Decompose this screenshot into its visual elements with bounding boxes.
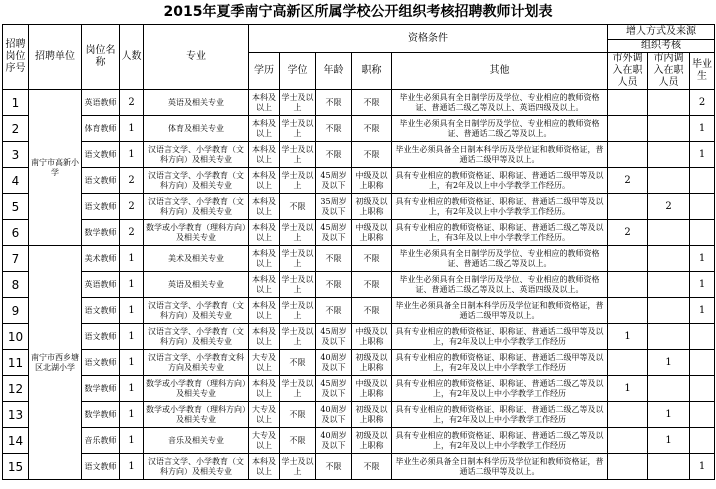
- cell-outside: [608, 194, 648, 220]
- cell-seq: 12: [3, 376, 29, 402]
- cell-education: 本科及以上: [249, 168, 280, 194]
- cell-other: 毕业生必须具有全日制学历及学位、专业相应的教师资格证、普通话二级乙等及以上。: [392, 116, 608, 142]
- cell-graduate: [690, 168, 715, 194]
- table-row: [3, 272, 715, 298]
- cell-rank: 不限: [352, 246, 392, 272]
- table-row: [3, 168, 715, 194]
- cell-count: 1: [120, 116, 144, 142]
- cell-graduate: [690, 194, 715, 220]
- cell-post: 语文教师: [82, 324, 120, 350]
- cell-inside: [648, 168, 690, 194]
- header-seq: 招聘岗位序号: [3, 25, 29, 90]
- cell-seq: 10: [3, 324, 29, 350]
- cell-count: 2: [120, 168, 144, 194]
- cell-major: 数学或小学教育（理科方向）及相关专业: [144, 376, 249, 402]
- cell-rank: 初级及以上职称: [352, 194, 392, 220]
- cell-inside: [648, 246, 690, 272]
- cell-education: 本科及以上: [249, 298, 280, 324]
- cell-degree: 学士及以上: [280, 220, 316, 246]
- cell-outside: [608, 350, 648, 376]
- cell-post: 数学教师: [82, 220, 120, 246]
- cell-post: 数学教师: [82, 376, 120, 402]
- cell-post: 美术教师: [82, 246, 120, 272]
- table-row: [3, 350, 715, 376]
- cell-outside: [608, 90, 648, 116]
- cell-major: 音乐及相关专业: [144, 428, 249, 454]
- cell-post: 语文教师: [82, 298, 120, 324]
- cell-seq: 4: [3, 168, 29, 194]
- cell-age: 40周岁及以下: [316, 350, 352, 376]
- cell-count: 1: [120, 298, 144, 324]
- cell-age: 不限: [316, 272, 352, 298]
- cell-inside: [648, 90, 690, 116]
- cell-degree: 学士及以上: [280, 168, 316, 194]
- cell-inside: [648, 142, 690, 168]
- cell-outside: [608, 454, 648, 480]
- cell-post: 语文教师: [82, 142, 120, 168]
- cell-major: 体育及相关专业: [144, 116, 249, 142]
- header-education: 学历: [249, 53, 280, 90]
- cell-seq: 14: [3, 428, 29, 454]
- cell-seq: 7: [3, 246, 29, 272]
- cell-count: 2: [120, 194, 144, 220]
- cell-graduate: 2: [690, 90, 715, 116]
- table-row: [3, 246, 715, 272]
- table-row: [3, 454, 715, 480]
- cell-outside: [608, 298, 648, 324]
- cell-degree: 不限: [280, 194, 316, 220]
- table-row: [3, 142, 715, 168]
- cell-inside: 1: [648, 402, 690, 428]
- cell-degree: 不限: [280, 428, 316, 454]
- cell-graduate: [690, 428, 715, 454]
- cell-rank: 初级及以上职称: [352, 402, 392, 428]
- cell-age: 不限: [316, 90, 352, 116]
- cell-unit: 南宁市高新小学: [29, 90, 82, 246]
- cell-degree: 学士及以上: [280, 298, 316, 324]
- cell-inside: 2: [648, 194, 690, 220]
- cell-graduate: 1: [690, 272, 715, 298]
- cell-count: 1: [120, 246, 144, 272]
- header-post: 岗位名称: [82, 25, 120, 90]
- cell-rank: 不限: [352, 298, 392, 324]
- cell-other: 具有专业相应的教师资格证、职称证、普通话二级甲等及以上，有2年及以上中小学教学工作经历。: [392, 168, 608, 194]
- cell-other: 毕业生必须具备全日制本科学历及学位证和教师资格证，普通话二级甲等及以上。: [392, 454, 608, 480]
- cell-other: 毕业生必须具有全日制学历及学位、专业相应的教师资格证、普通话二级乙等及以上。: [392, 246, 608, 272]
- cell-rank: 中级及以上职称: [352, 168, 392, 194]
- cell-age: 不限: [316, 142, 352, 168]
- cell-education: 大专及以上: [249, 428, 280, 454]
- cell-inside: [648, 272, 690, 298]
- header-degree: 学位: [280, 53, 316, 90]
- cell-rank: 中级及以上职称: [352, 376, 392, 402]
- recruitment-plan-table: [2, 24, 715, 480]
- cell-age: 不限: [316, 298, 352, 324]
- cell-education: 本科及以上: [249, 324, 280, 350]
- cell-education: 大专及以上: [249, 350, 280, 376]
- cell-major: 汉语言文学、小学教育（文科方向）及相关专业: [144, 298, 249, 324]
- cell-outside: [608, 428, 648, 454]
- cell-degree: 学士及以上: [280, 116, 316, 142]
- cell-degree: 学士及以上: [280, 272, 316, 298]
- cell-seq: 1: [3, 90, 29, 116]
- cell-post: 数学教师: [82, 402, 120, 428]
- cell-graduate: [690, 324, 715, 350]
- cell-education: 本科及以上: [249, 90, 280, 116]
- cell-outside: 2: [608, 220, 648, 246]
- cell-education: 本科及以上: [249, 454, 280, 480]
- cell-inside: [648, 454, 690, 480]
- cell-age: 不限: [316, 454, 352, 480]
- cell-graduate: 1: [690, 298, 715, 324]
- cell-degree: 学士及以上: [280, 376, 316, 402]
- cell-major: 汉语言文学、小学教育（文科方向）及相关专业: [144, 324, 249, 350]
- cell-inside: [648, 220, 690, 246]
- cell-count: 1: [120, 376, 144, 402]
- cell-other: 具有专业相应的教师资格证、职称证、普通话二级甲等及以上，有2年及以上中小学教学工作经历: [392, 324, 608, 350]
- cell-inside: [648, 324, 690, 350]
- cell-age: 35周岁及以下: [316, 194, 352, 220]
- cell-seq: 3: [3, 142, 29, 168]
- cell-rank: 不限: [352, 116, 392, 142]
- cell-post: 语文教师: [82, 350, 120, 376]
- cell-outside: [608, 402, 648, 428]
- cell-major: 英语及相关专业: [144, 272, 249, 298]
- cell-age: 不限: [316, 116, 352, 142]
- cell-graduate: [690, 402, 715, 428]
- header-method: 增人方式及来源: [608, 25, 715, 40]
- cell-graduate: [690, 220, 715, 246]
- table-row: [3, 298, 715, 324]
- cell-other: 具有专业相应的教师资格证、职称证、普通话二级甲等及以上，有2年及以上中小学教学工作经历: [392, 350, 608, 376]
- cell-rank: 不限: [352, 142, 392, 168]
- cell-post: 英语教师: [82, 272, 120, 298]
- cell-inside: [648, 298, 690, 324]
- table-row: [3, 428, 715, 454]
- cell-count: 1: [120, 402, 144, 428]
- cell-other: 毕业生必须具有全日制学历及学位、专业相应的教师资格证、普通话二级乙等及以上、英语四级及以上。: [392, 90, 608, 116]
- cell-count: 1: [120, 324, 144, 350]
- table-row: [3, 116, 715, 142]
- cell-rank: 中级及以上职称: [352, 220, 392, 246]
- cell-count: 1: [120, 454, 144, 480]
- header-title-rank: 职称: [352, 53, 392, 90]
- cell-degree: 学士及以上: [280, 454, 316, 480]
- cell-inside: [648, 376, 690, 402]
- cell-education: 本科及以上: [249, 194, 280, 220]
- cell-education: 本科及以上: [249, 142, 280, 168]
- header-qualifications: 资格条件: [249, 25, 608, 53]
- cell-education: 本科及以上: [249, 272, 280, 298]
- cell-other: 具有专业相应的教师资格证、职称证、普通话二级甲等及以上，有2年及以上中小学教学工作经历。: [392, 194, 608, 220]
- cell-major: 汉语言文学、小学教育（文科方向）及相关专业: [144, 168, 249, 194]
- cell-education: 本科及以上: [249, 116, 280, 142]
- cell-outside: 2: [608, 168, 648, 194]
- cell-outside: [608, 272, 648, 298]
- cell-age: 45周岁及以下: [316, 168, 352, 194]
- cell-other: 毕业生必须具备全日制本科学历及学位证和教师资格证，普通话二级甲等及以上。: [392, 142, 608, 168]
- header-other: 其他: [392, 53, 608, 90]
- table-row: [3, 324, 715, 350]
- cell-major: 汉语言文学、小学教育（文科方向）及相关专业: [144, 454, 249, 480]
- cell-seq: 8: [3, 272, 29, 298]
- cell-seq: 11: [3, 350, 29, 376]
- cell-rank: 不限: [352, 272, 392, 298]
- cell-seq: 13: [3, 402, 29, 428]
- cell-seq: 9: [3, 298, 29, 324]
- cell-count: 2: [120, 220, 144, 246]
- cell-seq: 6: [3, 220, 29, 246]
- cell-seq: 15: [3, 454, 29, 480]
- cell-other: 毕业生必须具备全日制本科学历及学位证和教师资格证，普通话二级甲等及以上。: [392, 298, 608, 324]
- cell-graduate: 1: [690, 116, 715, 142]
- cell-major: 汉语言文学、小学教育（文科方向）及相关专业: [144, 142, 249, 168]
- cell-count: 2: [120, 90, 144, 116]
- cell-major: 数学或小学教育（理科方向）及相关专业: [144, 402, 249, 428]
- cell-degree: 不限: [280, 402, 316, 428]
- table-row: [3, 220, 715, 246]
- cell-post: 语文教师: [82, 454, 120, 480]
- cell-graduate: [690, 350, 715, 376]
- cell-education: 大专及以上: [249, 402, 280, 428]
- cell-rank: 初级及以上职称: [352, 428, 392, 454]
- cell-major: 美术及相关专业: [144, 246, 249, 272]
- cell-degree: 学士及以上: [280, 246, 316, 272]
- page-title: 2015年夏季南宁高新区所属学校公开组织考核招聘教师计划表: [163, 4, 553, 20]
- cell-age: 40周岁及以下: [316, 428, 352, 454]
- cell-education: 本科及以上: [249, 220, 280, 246]
- cell-rank: 不限: [352, 454, 392, 480]
- cell-outside: [608, 246, 648, 272]
- cell-degree: 不限: [280, 350, 316, 376]
- cell-education: 本科及以上: [249, 246, 280, 272]
- cell-outside: 1: [608, 324, 648, 350]
- cell-graduate: 1: [690, 246, 715, 272]
- cell-other: 具有专业相应的教师资格证、职称证、普通话二级乙等及以上，有2年及以上中小学教学工作经历: [392, 402, 608, 428]
- cell-post: 音乐教师: [82, 428, 120, 454]
- table-row: [3, 90, 715, 116]
- cell-graduate: 1: [690, 142, 715, 168]
- cell-count: 1: [120, 272, 144, 298]
- cell-outside: 1: [608, 376, 648, 402]
- cell-post: 英语教师: [82, 90, 120, 116]
- table-row: [3, 402, 715, 428]
- cell-unit: 南宁市西乡塘区北湖小学: [29, 246, 82, 480]
- header-age: 年龄: [316, 53, 352, 90]
- cell-inside: 1: [648, 428, 690, 454]
- cell-education: 本科及以上: [249, 376, 280, 402]
- cell-inside: [648, 116, 690, 142]
- cell-outside: [608, 142, 648, 168]
- cell-major: 数学或小学教育（理科方向）及相关专业: [144, 220, 249, 246]
- cell-age: 45周岁及以下: [316, 376, 352, 402]
- cell-graduate: 1: [690, 454, 715, 480]
- cell-rank: 中级及以上职称: [352, 324, 392, 350]
- cell-age: 45周岁及以下: [316, 220, 352, 246]
- cell-rank: 不限: [352, 90, 392, 116]
- cell-post: 语文教师: [82, 194, 120, 220]
- cell-seq: 2: [3, 116, 29, 142]
- cell-degree: 学士及以上: [280, 324, 316, 350]
- header-exam: 组织考核: [608, 40, 715, 53]
- cell-count: 1: [120, 142, 144, 168]
- cell-other: 具有专业相应的教师资格证、职称证、普通话二级乙等及以上，有3年及以上中小学教学工作经历。: [392, 220, 608, 246]
- header-inside: 市内调入在职人员: [648, 53, 690, 90]
- cell-other: 毕业生必须具有全日制学历及学位、专业相应的教师资格证、普通话二级乙等及以上、英语四级及以上。: [392, 272, 608, 298]
- table-row: [3, 194, 715, 220]
- cell-post: 体育教师: [82, 116, 120, 142]
- cell-major: 汉语言文学、小学教育（文科方向）及相关专业: [144, 194, 249, 220]
- cell-other: 具有专业相应的教师资格证、职称证、普通话二级乙等及以上，有2年及以上中小学教学工作经历: [392, 376, 608, 402]
- header-count: 人数: [120, 25, 144, 90]
- cell-graduate: [690, 376, 715, 402]
- header-major: 专业: [144, 25, 249, 90]
- header-unit: 招聘单位: [29, 25, 82, 90]
- table-row: [3, 376, 715, 402]
- cell-age: 40周岁及以下: [316, 402, 352, 428]
- cell-age: 45周岁及以下: [316, 324, 352, 350]
- cell-other: 具有专业相应的教师资格证、职称证、普通话二级乙等及以上，有2年及以上中小学教学工作经历: [392, 428, 608, 454]
- cell-count: 1: [120, 428, 144, 454]
- header-outside: 市外调入在职人员: [608, 53, 648, 90]
- cell-rank: 初级及以上职称: [352, 350, 392, 376]
- cell-outside: [608, 116, 648, 142]
- cell-degree: 学士及以上: [280, 142, 316, 168]
- cell-age: 不限: [316, 246, 352, 272]
- cell-major: 汉语言文学、小学教育文科方向及相关专业: [144, 350, 249, 376]
- cell-major: 英语及相关专业: [144, 90, 249, 116]
- table-body: [3, 90, 715, 480]
- cell-post: 语文教师: [82, 168, 120, 194]
- cell-count: 1: [120, 350, 144, 376]
- cell-seq: 5: [3, 194, 29, 220]
- header-graduate: 毕业生: [690, 53, 715, 90]
- cell-degree: 学士及以上: [280, 90, 316, 116]
- cell-inside: 1: [648, 350, 690, 376]
